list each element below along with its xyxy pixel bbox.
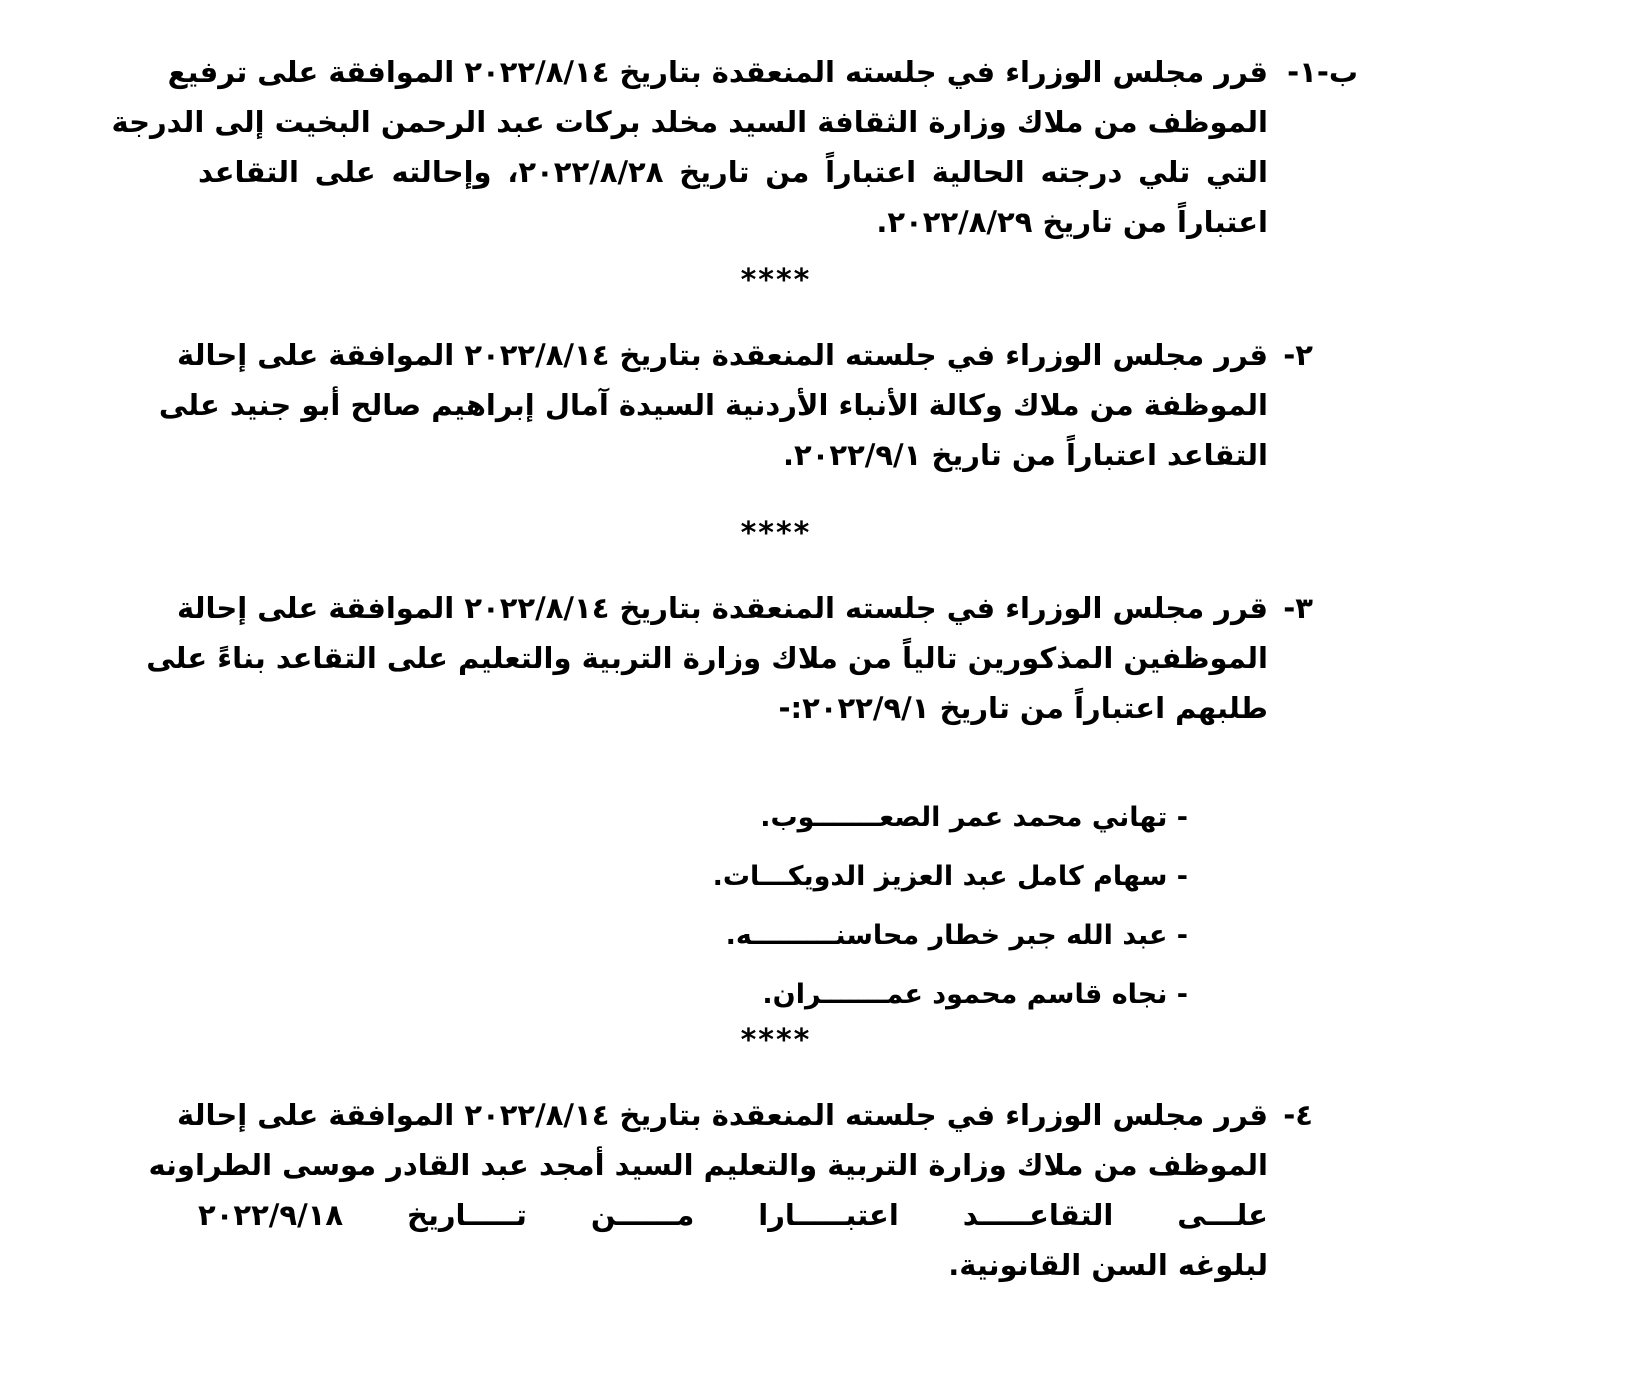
text-line: الموظف من ملاك وزارة الثقافة السيد مخلد بركات عبد الرحمن البخيت إلى الدرجة: [111, 105, 1268, 139]
text-line: الموظفة من ملاك وكالة الأنباء الأردنية السيدة آمال إبراهيم صالح أبو جنيد على: [158, 388, 1268, 422]
list-item: - سهام كامل عبد العزيز الدويكـــات.: [712, 861, 1188, 892]
item-number: ٢-: [1283, 338, 1313, 372]
text-line: التي تلي درجته الحالية اعتباراً من تاريخ ٢٠٢٢/٨/٢٨، وإحالته على التقاعد: [198, 155, 1268, 189]
separator-stars: ****: [740, 516, 812, 551]
text-line: الموظفين المذكورين تالياً من ملاك وزارة التربية والتعليم على التقاعد بناءً على: [146, 641, 1268, 675]
text-line: قرر مجلس الوزراء في جلسته المنعقدة بتاريخ ٢٠٢٢/٨/١٤ الموافقة على إحالة: [177, 591, 1268, 625]
item-text: [158, 330, 1268, 480]
text-line: لبلوغه السن القانونية.: [948, 1248, 1268, 1282]
list-item: - نجاه قاسم محمود عمـــــــران.: [762, 979, 1188, 1010]
item-number: ب-١-: [1287, 55, 1358, 89]
item-number: ٤-: [1283, 1098, 1313, 1132]
text-line: قرر مجلس الوزراء في جلسته المنعقدة بتاريخ ٢٠٢٢/٨/١٤ الموافقة على إحالة: [177, 1098, 1268, 1132]
list-item: - تهاني محمد عمر الصعـــــــوب.: [760, 802, 1188, 833]
text-line: اعتباراً من تاريخ ٢٠٢٢/٨/٢٩.: [876, 205, 1268, 239]
text-line: طلبهم اعتباراً من تاريخ ٢٠٢٢/٩/١:-: [778, 691, 1268, 725]
text-line: الموظف من ملاك وزارة التربية والتعليم السيد أمجد عبد القادر موسى الطراونه: [148, 1148, 1268, 1182]
text-line: قرر مجلس الوزراء في جلسته المنعقدة بتاريخ ٢٠٢٢/٨/١٤ الموافقة على ترفيع: [167, 55, 1268, 89]
item-number: ٣-: [1283, 591, 1313, 625]
separator-stars: ****: [740, 263, 812, 298]
item-text: [111, 47, 1268, 247]
separator-stars: ****: [740, 1023, 812, 1058]
item-text: [146, 583, 1268, 733]
list-item: - عبد الله جبر خطار محاسنـــــــــه.: [725, 920, 1188, 951]
text-line: علـــى التقاعـــــد اعتبـــــارا مــــــن تـــــاريخ ٢٠٢٢/٩/١٨: [198, 1198, 1268, 1232]
item-text: [148, 1090, 1268, 1290]
employee-names-list: [668, 788, 1188, 1024]
text-line: التقاعد اعتباراً من تاريخ ٢٠٢٢/٩/١.: [782, 438, 1268, 472]
text-line: قرر مجلس الوزراء في جلسته المنعقدة بتاريخ ٢٠٢٢/٨/١٤ الموافقة على إحالة: [177, 338, 1268, 372]
